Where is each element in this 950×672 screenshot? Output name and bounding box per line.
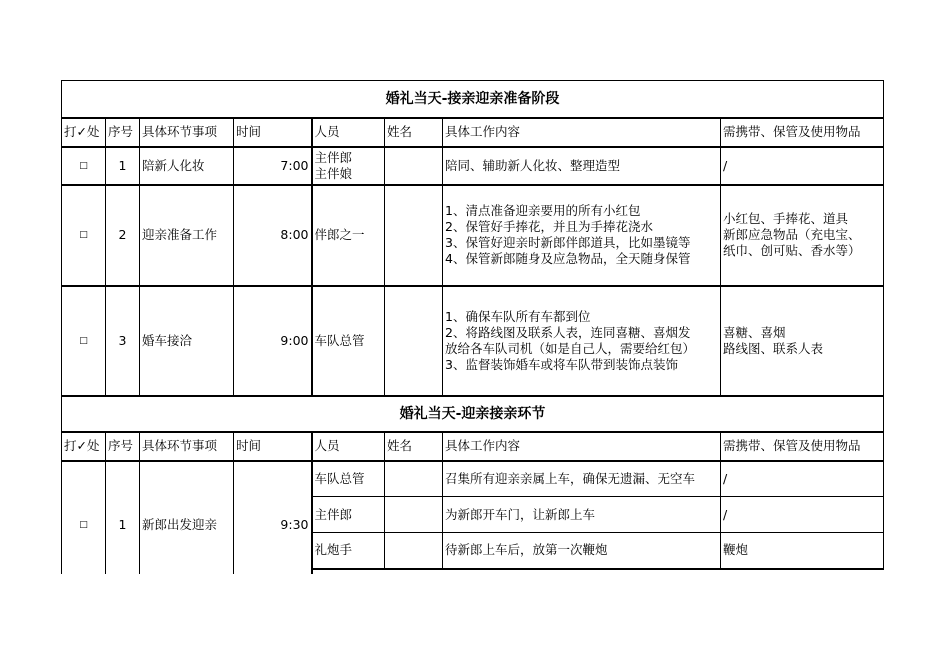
header-no: 序号: [106, 432, 140, 461]
row-supplies: /: [721, 147, 884, 185]
row-content: 召集所有迎亲亲属上车，确保无遗漏、无空车: [443, 461, 721, 497]
row-supplies: 鞭炮: [721, 533, 884, 569]
header-supplies: 需携带、保管及使用物品: [721, 432, 884, 461]
header-no: 序号: [106, 118, 140, 147]
person-line: 主伴娘: [314, 165, 353, 181]
row-supplies: /: [721, 497, 884, 533]
row-name[interactable]: [385, 147, 443, 185]
row-supplies: [721, 286, 884, 396]
row-item: 婚车接洽: [140, 286, 234, 396]
header-item: 具体环节事项: [140, 432, 234, 461]
row-person: 车队总管: [312, 286, 385, 396]
header-row: [62, 118, 884, 147]
header-name: 姓名: [385, 118, 443, 147]
table-row: [62, 461, 884, 497]
content-line: 2、保管好手捧花，并且为手捧花浇水: [445, 219, 653, 234]
header-time: 时间: [234, 118, 312, 147]
row-supplies: [721, 185, 884, 286]
header-check: 打✓处: [62, 432, 106, 461]
row-name[interactable]: [385, 461, 443, 497]
row-person: 车队总管: [312, 461, 385, 497]
row-name[interactable]: [385, 185, 443, 286]
row-person: 礼炮手: [312, 533, 385, 569]
supplies-line: 纸巾、创可贴、香水等）: [723, 243, 861, 258]
row-item: 陪新人化妆: [140, 147, 234, 185]
header-person: 人员: [312, 432, 385, 461]
row-content: 待新郎上车后，放第一次鞭炮: [443, 533, 721, 569]
row-name[interactable]: [385, 533, 443, 569]
person-line: 主伴郎: [314, 149, 353, 165]
header-item: 具体环节事项: [140, 118, 234, 147]
table-row: [62, 147, 884, 185]
row-time: 9:30: [234, 461, 312, 575]
table-overflow: [312, 569, 884, 575]
row-item: 新郎出发迎亲: [140, 461, 234, 575]
row-number: 1: [106, 461, 140, 575]
content-line: 3、监督装饰婚车或将车队带到装饰点装饰: [445, 356, 678, 372]
supplies-line: 新郎应急物品（充电宝、: [723, 227, 861, 242]
wedding-schedule-table: [61, 80, 884, 574]
content-line: 放给各车队司机（如是自己人，需要给红包）: [445, 340, 696, 356]
spreadsheet: [61, 80, 884, 574]
row-name[interactable]: [385, 286, 443, 396]
content-line: 1、确保车队所有车都到位: [445, 308, 591, 324]
checkbox[interactable]: □: [62, 147, 106, 185]
section-title: 婚礼当天-接亲迎亲准备阶段: [62, 81, 884, 118]
row-number: 2: [106, 185, 140, 286]
content-line: 4、保管新郎随身及应急物品，全天随身保管: [445, 251, 691, 266]
header-content: 具体工作内容: [443, 118, 721, 147]
row-number: 3: [106, 286, 140, 396]
supplies-line: 喜糖、喜烟: [723, 324, 786, 340]
row-content: [443, 286, 721, 396]
row-name[interactable]: [385, 497, 443, 533]
header-supplies: 需携带、保管及使用物品: [721, 118, 884, 147]
supplies-line: 路线图、联系人表: [723, 340, 824, 356]
row-time: 7:00: [234, 147, 312, 185]
header-person: 人员: [312, 118, 385, 147]
header-name: 姓名: [385, 432, 443, 461]
row-item: 迎亲准备工作: [140, 185, 234, 286]
table-row: [62, 185, 884, 286]
row-supplies: /: [721, 461, 884, 497]
supplies-line: 小红包、手捧花、道具: [723, 211, 849, 226]
section-title: 婚礼当天-迎亲接亲环节: [62, 396, 884, 432]
row-time: 8:00: [234, 185, 312, 286]
content-line: 3、保管好迎亲时新郎伴郎道具，比如墨镜等: [445, 235, 691, 250]
checkbox[interactable]: □: [62, 461, 106, 575]
row-time: 9:00: [234, 286, 312, 396]
checkbox[interactable]: □: [62, 185, 106, 286]
table-row: [62, 286, 884, 396]
row-content: 为新郎开车门，让新郎上车: [443, 497, 721, 533]
checkbox[interactable]: □: [62, 286, 106, 396]
header-content: 具体工作内容: [443, 432, 721, 461]
content-line: 1、清点准备迎亲要用的所有小红包: [445, 203, 641, 218]
content-line: 2、将路线图及联系人表，连同喜糖、喜烟发: [445, 324, 691, 340]
row-number: 1: [106, 147, 140, 185]
row-person: 伴郎之一: [312, 185, 385, 286]
header-row: [62, 432, 884, 461]
row-content: [443, 185, 721, 286]
header-time: 时间: [234, 432, 312, 461]
row-content: 陪同、辅助新人化妆、整理造型: [443, 147, 721, 185]
header-check: 打✓处: [62, 118, 106, 147]
row-person: 主伴郎: [312, 497, 385, 533]
row-person: [312, 147, 385, 185]
